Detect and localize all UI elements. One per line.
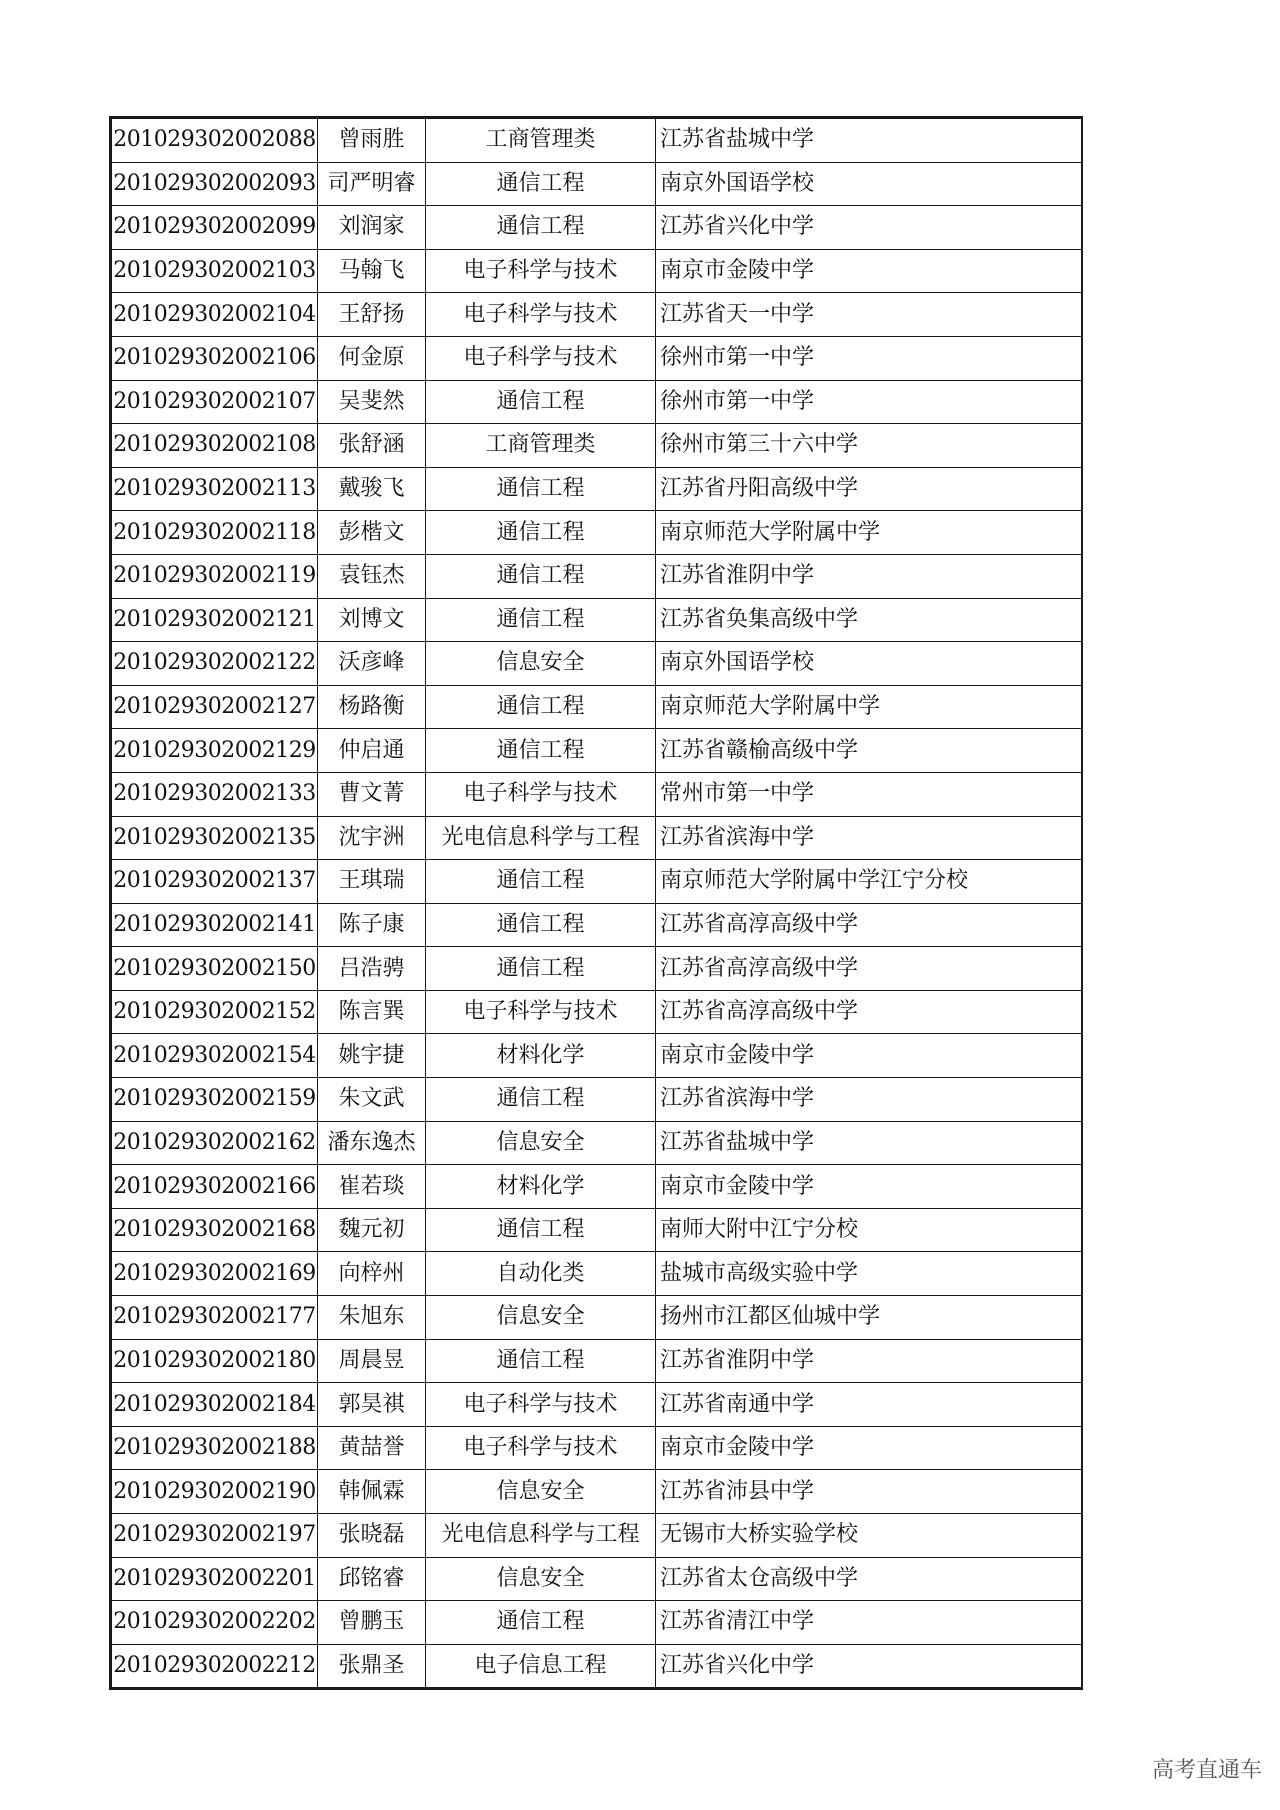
student-name-cell: 彭楷文 (318, 511, 426, 555)
candidate-number-cell: 201029302002122 (112, 642, 318, 686)
school-cell: 盐城市高级实验中学 (656, 1252, 1082, 1296)
table-row (112, 990, 1082, 1034)
table-row (112, 642, 1082, 686)
candidate-number-cell: 201029302002108 (112, 424, 318, 468)
school-cell: 江苏省天一中学 (656, 293, 1082, 337)
major-cell: 通信工程 (426, 685, 656, 729)
table-row (112, 772, 1082, 816)
major-cell: 通信工程 (426, 554, 656, 598)
student-name-cell: 司严明睿 (318, 162, 426, 206)
school-cell: 江苏省淮阴中学 (656, 1339, 1082, 1383)
candidate-number-cell: 201029302002166 (112, 1165, 318, 1209)
student-name-cell: 潘东逸杰 (318, 1121, 426, 1165)
candidate-number-cell: 201029302002150 (112, 947, 318, 991)
candidate-number-cell: 201029302002113 (112, 467, 318, 511)
candidate-number-cell: 201029302002190 (112, 1470, 318, 1514)
candidate-number-cell: 201029302002127 (112, 685, 318, 729)
table-row (112, 1383, 1082, 1427)
student-name-cell: 姚宇捷 (318, 1034, 426, 1078)
school-cell: 江苏省高淳高级中学 (656, 947, 1082, 991)
student-name-cell: 曹文菁 (318, 772, 426, 816)
candidate-number-cell: 201029302002099 (112, 206, 318, 250)
student-name-cell: 周晨昱 (318, 1339, 426, 1383)
candidate-number-cell: 201029302002168 (112, 1208, 318, 1252)
table-row (112, 816, 1082, 860)
major-cell: 通信工程 (426, 511, 656, 555)
school-cell: 扬州市江都区仙城中学 (656, 1296, 1082, 1340)
candidate-number-cell: 201029302002135 (112, 816, 318, 860)
major-cell: 通信工程 (426, 947, 656, 991)
candidate-number-cell: 201029302002104 (112, 293, 318, 337)
student-name-cell: 沈宇洲 (318, 816, 426, 860)
major-cell: 电子科学与技术 (426, 990, 656, 1034)
table-row (112, 336, 1082, 380)
candidate-number-cell: 201029302002202 (112, 1601, 318, 1645)
table-row (112, 1426, 1082, 1470)
candidate-number-cell: 201029302002212 (112, 1644, 318, 1688)
major-cell: 信息安全 (426, 1296, 656, 1340)
school-cell: 江苏省淮阴中学 (656, 554, 1082, 598)
table-row (112, 1644, 1082, 1688)
candidate-number-cell: 201029302002088 (112, 119, 318, 163)
school-cell: 南京师范大学附属中学 (656, 685, 1082, 729)
student-name-cell: 郭昊祺 (318, 1383, 426, 1427)
school-cell: 江苏省兴化中学 (656, 206, 1082, 250)
major-cell: 通信工程 (426, 860, 656, 904)
school-cell: 江苏省高淳高级中学 (656, 990, 1082, 1034)
major-cell: 通信工程 (426, 467, 656, 511)
major-cell: 信息安全 (426, 642, 656, 686)
table-row (112, 1601, 1082, 1645)
table-row (112, 1557, 1082, 1601)
student-name-cell: 袁钰杰 (318, 554, 426, 598)
student-name-cell: 魏元初 (318, 1208, 426, 1252)
admission-table (111, 118, 1082, 1688)
school-cell: 南京外国语学校 (656, 642, 1082, 686)
candidate-number-cell: 201029302002201 (112, 1557, 318, 1601)
major-cell: 电子科学与技术 (426, 1426, 656, 1470)
school-cell: 江苏省清江中学 (656, 1601, 1082, 1645)
student-name-cell: 吴斐然 (318, 380, 426, 424)
table-row (112, 1296, 1082, 1340)
school-cell: 江苏省兴化中学 (656, 1644, 1082, 1688)
admission-table-body (112, 119, 1082, 1688)
school-cell: 江苏省滨海中学 (656, 1078, 1082, 1122)
table-row (112, 860, 1082, 904)
table-row (112, 1034, 1082, 1078)
school-cell: 江苏省盐城中学 (656, 1121, 1082, 1165)
student-name-cell: 张鼎圣 (318, 1644, 426, 1688)
student-name-cell: 沃彦峰 (318, 642, 426, 686)
candidate-number-cell: 201029302002103 (112, 249, 318, 293)
student-name-cell: 曾雨胜 (318, 119, 426, 163)
school-cell: 徐州市第三十六中学 (656, 424, 1082, 468)
major-cell: 通信工程 (426, 1339, 656, 1383)
school-cell: 江苏省南通中学 (656, 1383, 1082, 1427)
major-cell: 信息安全 (426, 1470, 656, 1514)
table-row (112, 424, 1082, 468)
major-cell: 电子信息工程 (426, 1644, 656, 1688)
table-row (112, 206, 1082, 250)
student-name-cell: 杨路衡 (318, 685, 426, 729)
school-cell: 南京师范大学附属中学江宁分校 (656, 860, 1082, 904)
school-cell: 徐州市第一中学 (656, 336, 1082, 380)
candidate-number-cell: 201029302002152 (112, 990, 318, 1034)
school-cell: 江苏省滨海中学 (656, 816, 1082, 860)
table-row (112, 249, 1082, 293)
school-cell: 江苏省沛县中学 (656, 1470, 1082, 1514)
student-name-cell: 陈子康 (318, 903, 426, 947)
major-cell: 信息安全 (426, 1557, 656, 1601)
table-row (112, 1078, 1082, 1122)
candidate-number-cell: 201029302002118 (112, 511, 318, 555)
table-row (112, 554, 1082, 598)
table-row (112, 293, 1082, 337)
major-cell: 通信工程 (426, 903, 656, 947)
candidate-number-cell: 201029302002169 (112, 1252, 318, 1296)
student-name-cell: 马翰飞 (318, 249, 426, 293)
table-row (112, 1121, 1082, 1165)
student-name-cell: 刘博文 (318, 598, 426, 642)
major-cell: 工商管理类 (426, 424, 656, 468)
table-row (112, 162, 1082, 206)
candidate-number-cell: 201029302002137 (112, 860, 318, 904)
school-cell: 常州市第一中学 (656, 772, 1082, 816)
student-name-cell: 朱旭东 (318, 1296, 426, 1340)
major-cell: 电子科学与技术 (426, 293, 656, 337)
major-cell: 通信工程 (426, 598, 656, 642)
student-name-cell: 曾鹏玉 (318, 1601, 426, 1645)
table-row (112, 1470, 1082, 1514)
student-name-cell: 何金原 (318, 336, 426, 380)
school-cell: 南京市金陵中学 (656, 1426, 1082, 1470)
watermark-text: 高考直通车 (1151, 1758, 1262, 1783)
candidate-number-cell: 201029302002188 (112, 1426, 318, 1470)
school-cell: 南师大附中江宁分校 (656, 1208, 1082, 1252)
school-cell: 江苏省高淳高级中学 (656, 903, 1082, 947)
table-row (112, 1252, 1082, 1296)
school-cell: 江苏省奂集高级中学 (656, 598, 1082, 642)
school-cell: 徐州市第一中学 (656, 380, 1082, 424)
school-cell: 南京市金陵中学 (656, 249, 1082, 293)
candidate-number-cell: 201029302002141 (112, 903, 318, 947)
admission-table-frame (109, 116, 1083, 1690)
school-cell: 无锡市大桥实验学校 (656, 1514, 1082, 1558)
school-cell: 南京外国语学校 (656, 162, 1082, 206)
table-row (112, 1165, 1082, 1209)
student-name-cell: 吕浩骋 (318, 947, 426, 991)
candidate-number-cell: 201029302002159 (112, 1078, 318, 1122)
student-name-cell: 崔若琰 (318, 1165, 426, 1209)
major-cell: 工商管理类 (426, 119, 656, 163)
table-row (112, 119, 1082, 163)
school-cell: 南京市金陵中学 (656, 1165, 1082, 1209)
candidate-number-cell: 201029302002184 (112, 1383, 318, 1427)
student-name-cell: 戴骏飞 (318, 467, 426, 511)
major-cell: 电子科学与技术 (426, 249, 656, 293)
student-name-cell: 王琪瑞 (318, 860, 426, 904)
table-row (112, 511, 1082, 555)
major-cell: 电子科学与技术 (426, 336, 656, 380)
school-cell: 南京师范大学附属中学 (656, 511, 1082, 555)
student-name-cell: 张舒涵 (318, 424, 426, 468)
table-row (112, 380, 1082, 424)
major-cell: 材料化学 (426, 1165, 656, 1209)
table-row (112, 467, 1082, 511)
major-cell: 通信工程 (426, 729, 656, 773)
student-name-cell: 邱铭睿 (318, 1557, 426, 1601)
student-name-cell: 陈言巽 (318, 990, 426, 1034)
school-cell: 江苏省盐城中学 (656, 119, 1082, 163)
school-cell: 江苏省赣榆高级中学 (656, 729, 1082, 773)
major-cell: 通信工程 (426, 162, 656, 206)
candidate-number-cell: 201029302002133 (112, 772, 318, 816)
student-name-cell: 韩佩霖 (318, 1470, 426, 1514)
school-cell: 江苏省丹阳高级中学 (656, 467, 1082, 511)
candidate-number-cell: 201029302002119 (112, 554, 318, 598)
table-row (112, 729, 1082, 773)
table-row (112, 598, 1082, 642)
student-name-cell: 向梓州 (318, 1252, 426, 1296)
table-row (112, 903, 1082, 947)
major-cell: 通信工程 (426, 206, 656, 250)
major-cell: 通信工程 (426, 1078, 656, 1122)
major-cell: 光电信息科学与工程 (426, 1514, 656, 1558)
major-cell: 信息安全 (426, 1121, 656, 1165)
candidate-number-cell: 201029302002180 (112, 1339, 318, 1383)
candidate-number-cell: 201029302002177 (112, 1296, 318, 1340)
student-name-cell: 仲启通 (318, 729, 426, 773)
major-cell: 通信工程 (426, 1601, 656, 1645)
candidate-number-cell: 201029302002162 (112, 1121, 318, 1165)
school-cell: 南京市金陵中学 (656, 1034, 1082, 1078)
table-row (112, 947, 1082, 991)
major-cell: 电子科学与技术 (426, 1383, 656, 1427)
candidate-number-cell: 201029302002107 (112, 380, 318, 424)
student-name-cell: 朱文武 (318, 1078, 426, 1122)
major-cell: 通信工程 (426, 1208, 656, 1252)
table-row (112, 685, 1082, 729)
major-cell: 电子科学与技术 (426, 772, 656, 816)
candidate-number-cell: 201029302002121 (112, 598, 318, 642)
candidate-number-cell: 201029302002106 (112, 336, 318, 380)
student-name-cell: 刘润家 (318, 206, 426, 250)
candidate-number-cell: 201029302002154 (112, 1034, 318, 1078)
student-name-cell: 黄喆誉 (318, 1426, 426, 1470)
major-cell: 通信工程 (426, 380, 656, 424)
student-name-cell: 王舒扬 (318, 293, 426, 337)
candidate-number-cell: 201029302002129 (112, 729, 318, 773)
table-row (112, 1208, 1082, 1252)
table-row (112, 1514, 1082, 1558)
candidate-number-cell: 201029302002093 (112, 162, 318, 206)
candidate-number-cell: 201029302002197 (112, 1514, 318, 1558)
student-name-cell: 张晓磊 (318, 1514, 426, 1558)
major-cell: 材料化学 (426, 1034, 656, 1078)
major-cell: 光电信息科学与工程 (426, 816, 656, 860)
school-cell: 江苏省太仓高级中学 (656, 1557, 1082, 1601)
major-cell: 自动化类 (426, 1252, 656, 1296)
table-row (112, 1339, 1082, 1383)
